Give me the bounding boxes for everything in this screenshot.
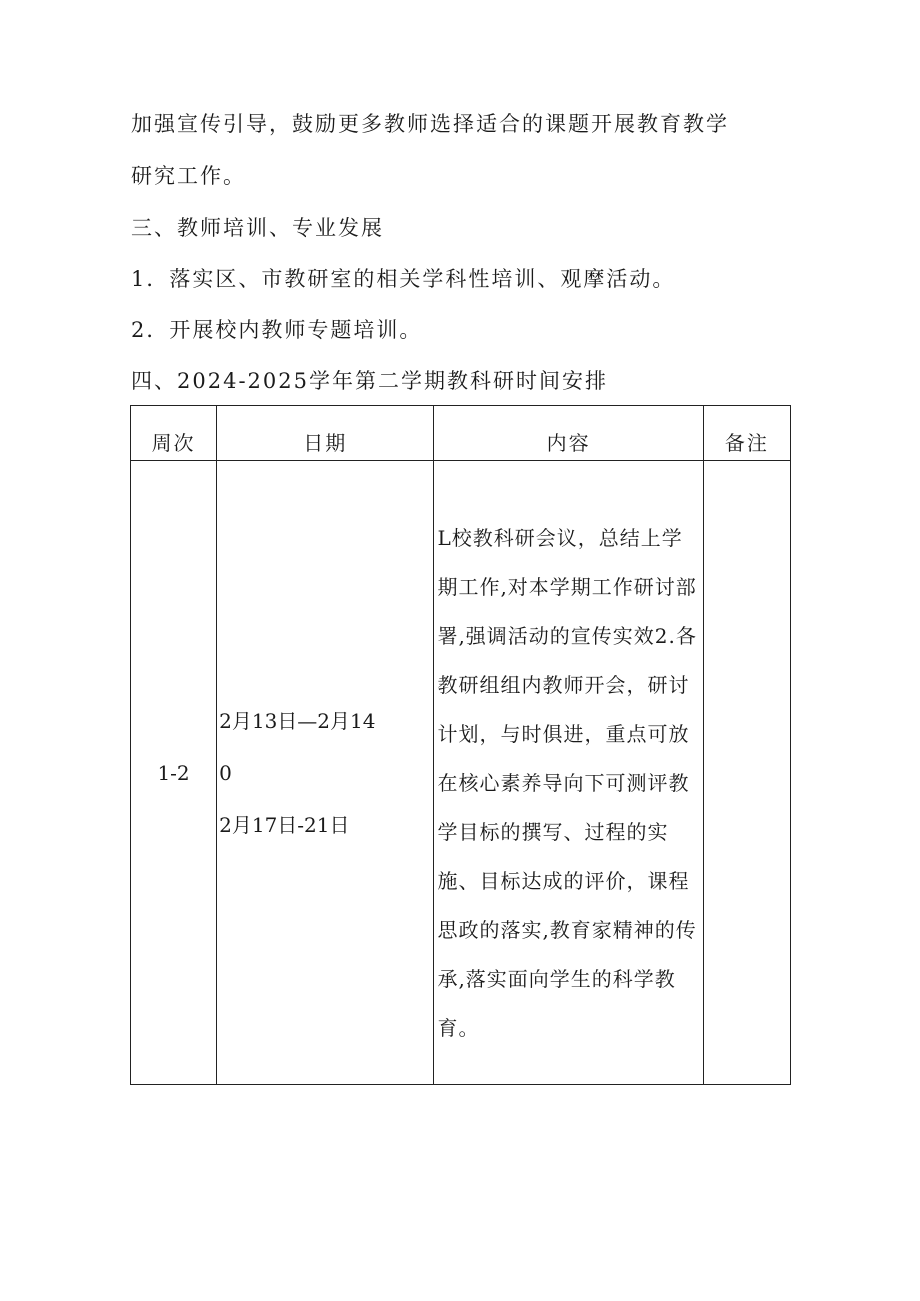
date-line-1: 2月13日—2月14 — [219, 708, 376, 733]
header-content: 内容 — [434, 406, 703, 461]
date-line-3: 2月17日-21日 — [219, 812, 350, 837]
cell-note — [703, 461, 790, 1085]
cell-content — [434, 461, 703, 1085]
header-note: 备注 — [703, 406, 790, 461]
list-item-1: 1．落实区、市教研室的相关学科性培训、观摩活动。 — [131, 267, 676, 291]
content-text: L校教科研会议，总结上学期工作,对本学期工作研讨部署,强调活动的宣传实效2.各教研组组内教师开会，研讨计划，与时俱进，重点可放在核心素养导向下可测评教学目标的撰写、过程的实施、目标达成的评价，课程思政的落实,教育家精神的传承,落实面向学生的科学教育。 — [437, 526, 697, 1040]
header-date: 日期 — [217, 406, 434, 461]
paragraph-1: 加强宣传引导，鼓励更多教师选择适合的课题开展教育教学 — [131, 112, 729, 136]
table-row — [131, 461, 791, 1085]
section-heading-3: 三、教师培训、专业发展 — [131, 216, 384, 240]
list-item-2: 2．开展校内教师专题培训。 — [131, 318, 423, 342]
table-header-row — [131, 406, 791, 461]
section-heading-4: 四、2024-2025学年第二学期教科研时间安排 — [131, 369, 608, 393]
date-line-2: 0 — [219, 760, 232, 785]
schedule-table — [130, 405, 791, 1085]
header-week: 周次 — [131, 406, 217, 461]
cell-date — [217, 461, 434, 1085]
paragraph-2: 研究工作。 — [131, 164, 246, 188]
cell-week: 1-2 — [131, 461, 217, 1085]
